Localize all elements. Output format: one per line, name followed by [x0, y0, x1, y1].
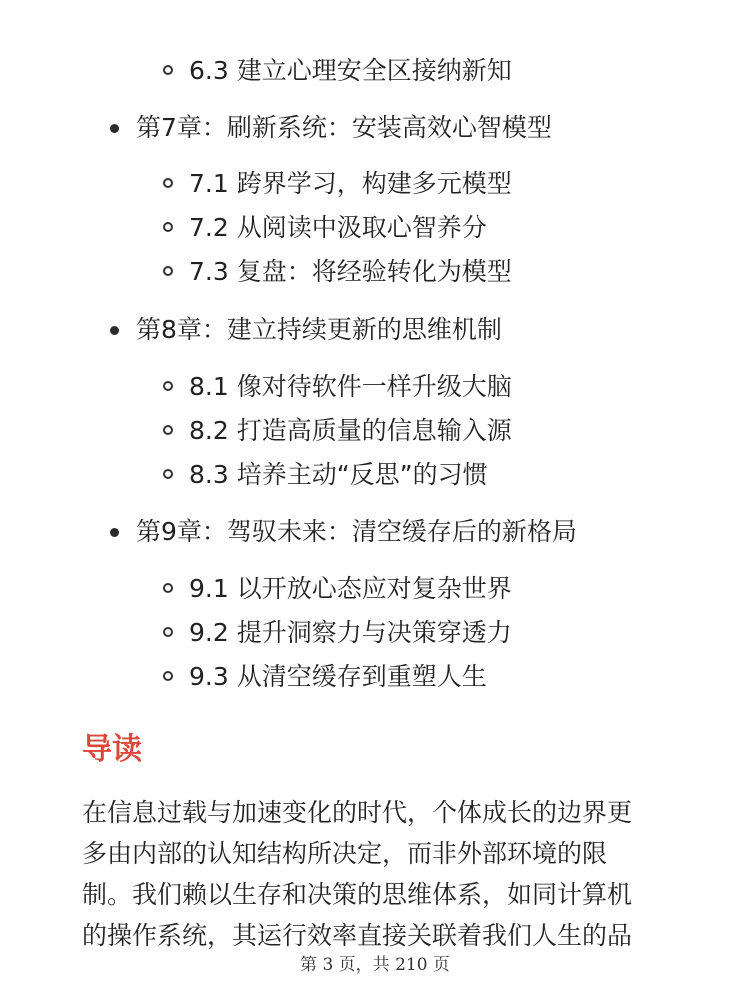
hollow-circle-bullet-icon	[163, 222, 173, 232]
hollow-circle-bullet-icon	[163, 178, 173, 188]
toc-section-label: 8.2 打造高质量的信息输入源	[189, 416, 512, 445]
toc-chapter-label: 第8章：建立持续更新的思维机制	[136, 315, 502, 344]
paragraph-line: 的操作系统，其运行效率直接关联着我们人生的品	[82, 921, 633, 950]
paragraph-line: 在信息过载与加速变化的时代，个体成长的边界更	[82, 798, 633, 827]
filled-circle-bullet-icon	[110, 528, 119, 537]
toc-section-label: 9.1 以开放心态应对复杂世界	[189, 574, 512, 603]
hollow-circle-bullet-icon	[163, 583, 173, 593]
toc-section-label: 8.1 像对待软件一样升级大脑	[189, 372, 512, 401]
toc-section-label: 7.2 从阅读中汲取心智养分	[189, 213, 487, 242]
toc-section-label: 8.3 培养主动“反思”的习惯	[189, 460, 488, 489]
toc-section-label: 7.3 复盘：将经验转化为模型	[189, 257, 512, 286]
hollow-circle-bullet-icon	[163, 627, 173, 637]
toc-section-label: 7.1 跨界学习，构建多元模型	[189, 169, 512, 198]
toc-section-label: 9.2 提升洞察力与决策穿透力	[189, 618, 512, 647]
intro-paragraph	[82, 792, 682, 956]
filled-circle-bullet-icon	[110, 326, 119, 335]
toc-section-label: 9.3 从清空缓存到重塑人生	[189, 662, 487, 691]
hollow-circle-bullet-icon	[163, 381, 173, 391]
hollow-circle-bullet-icon	[163, 425, 173, 435]
hollow-circle-bullet-icon	[163, 671, 173, 681]
paragraph-line: 多由内部的认知结构所决定，而非外部环境的限	[82, 839, 608, 868]
toc-section-label: 6.3 建立心理安全区接纳新知	[189, 56, 512, 85]
intro-heading: 导读	[82, 732, 142, 767]
filled-circle-bullet-icon	[110, 124, 119, 133]
hollow-circle-bullet-icon	[163, 266, 173, 276]
toc-chapter-label: 第9章：驾驭未来：清空缓存后的新格局	[136, 517, 577, 546]
page-number-footer: 第 3 页，共 210 页	[300, 955, 450, 975]
toc-chapter-label: 第7章：刷新系统：安装高效心智模型	[136, 113, 552, 142]
paragraph-line: 制。我们赖以生存和决策的思维体系，如同计算机	[82, 880, 633, 909]
hollow-circle-bullet-icon	[163, 65, 173, 75]
hollow-circle-bullet-icon	[163, 469, 173, 479]
